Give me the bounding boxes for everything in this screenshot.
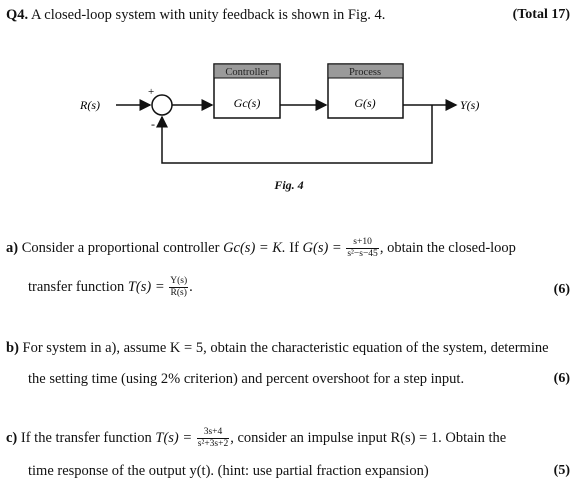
summing-junction	[152, 95, 172, 115]
part-a-marks: (6)	[553, 282, 570, 297]
part-a-text-2: If	[289, 239, 299, 256]
part-a-line-1	[6, 237, 570, 260]
process-title: Process	[348, 67, 382, 78]
block-diagram	[0, 40, 578, 180]
part-a-g-fraction	[346, 237, 378, 260]
minus-sign: -	[151, 117, 155, 131]
part-a-text-3: , obtain the closed-loop	[379, 239, 516, 256]
process-tf: G(s)	[354, 96, 376, 110]
input-label: R(s)	[80, 98, 100, 112]
part-c-marks: (5)	[553, 463, 570, 478]
part-c-text-3: time response of the output y(t). (hint: use partial fraction expansion)	[28, 463, 429, 479]
part-b-line-1	[6, 340, 570, 357]
part-c-t-numerator: 3s+4	[197, 427, 229, 439]
part-c-label: c)	[6, 429, 18, 446]
part-c-text-2: , consider an impulse input R(s) = 1. Obtain the	[230, 429, 507, 446]
part-a-t-fraction	[169, 276, 188, 299]
part-b-label: b)	[6, 340, 19, 356]
part-b-line-2	[28, 371, 570, 388]
part-a-gc-equation: Gc(s) = K.	[223, 239, 286, 256]
part-c-t-lhs: T(s) =	[155, 429, 193, 446]
part-c-t-denominator: s²+3s+2	[197, 439, 229, 449]
total-marks: (Total 17)	[512, 7, 570, 22]
part-a-text-1: Consider a proportional controller	[21, 239, 220, 256]
figure-caption: Fig. 4	[274, 178, 304, 192]
part-a-t-denominator: R(s)	[170, 288, 187, 298]
part-c-line-2	[28, 463, 570, 480]
part-c-line-1	[6, 427, 570, 450]
part-c-text-1: If the transfer function	[20, 429, 152, 446]
part-a-label: a)	[6, 239, 19, 256]
part-a-g-numerator: s+10	[346, 237, 378, 249]
part-a-g-denominator: s²−s−45	[347, 249, 378, 259]
part-b-text-2: the setting time (using 2% criterion) and percent overshoot for a step input.	[28, 371, 465, 387]
part-b-marks: (6)	[553, 371, 570, 386]
part-a-text-4: transfer function	[28, 278, 125, 295]
part-a-t-numerator: Y(s)	[170, 276, 188, 286]
part-a-t-lhs: T(s) =	[127, 278, 165, 295]
question-heading	[6, 7, 385, 24]
part-a-line-2: transfer function T(s) = $\frac{Y(s)}{R(s)}$ .	[28, 276, 193, 298]
part-c-t-fraction	[197, 427, 229, 450]
plus-sign: +	[148, 86, 155, 98]
controller-tf: Gc(s)	[233, 96, 261, 110]
question-number: Q4.	[6, 7, 29, 23]
part-b-text-1: For system in a), assume K = 5, obtain the characteristic equation of the system, determine	[22, 340, 549, 356]
question-intro: A closed-loop system with unity feedback is shown in Fig. 4.	[30, 7, 386, 23]
controller-title: Controller	[225, 67, 269, 78]
part-a-g-lhs: G(s) =	[302, 239, 342, 256]
output-label: Y(s)	[460, 98, 480, 112]
